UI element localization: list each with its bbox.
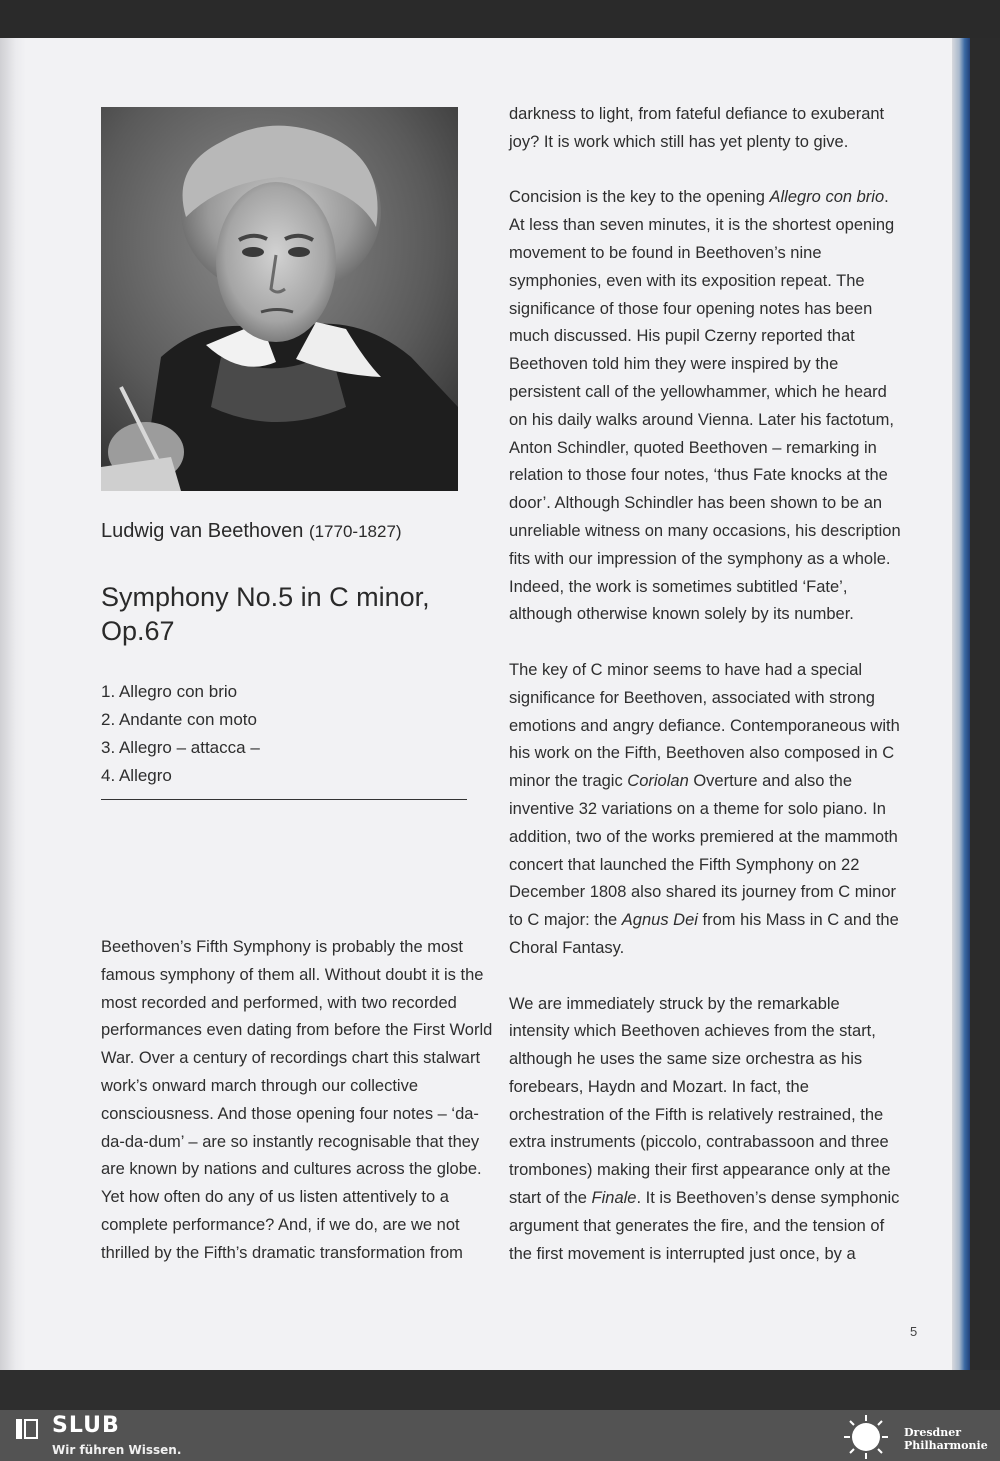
movement-list (101, 678, 260, 790)
slub-name: SLUB (52, 1413, 120, 1438)
movement-item: 3. Allegro – attacca – (101, 738, 260, 757)
movement-item: 4. Allegro (101, 766, 172, 785)
scan-background (0, 0, 1000, 40)
composer-name: Ludwig van Beethoven (101, 520, 304, 542)
paragraph-4-italic: Finale (591, 1189, 637, 1208)
movement-item: 2. Andante con moto (101, 710, 257, 729)
paragraph-3-text: Overture and also the inventive 32 variations on a theme for solo piano. In addition, two of the works premiered at the mammoth concert that launched the Fifth Symphony on 22 December 1808 also shared its journey from C minor to C major: the (509, 772, 898, 930)
movement-item: 1. Allegro con brio (101, 682, 238, 701)
paragraph-2 (509, 184, 901, 629)
philharmonie-line1: Dresdner (904, 1426, 962, 1439)
paragraph-4-text: We are immediately struck by the remarkable intensity which Beethoven achieves from the start, although he uses the same size orchestra as his forebears, Haydn and Mozart. In fact, the orchestration of the Fifth is relatively restrained, the extra instruments (piccolo, contrabassoon and three trombones) making their first appearance only at the start of the (509, 994, 891, 1208)
paragraph-3-text: from his Mass in C and the Choral Fantasy. (509, 911, 899, 957)
page-number: 5 (910, 1324, 918, 1339)
page-gutter (0, 38, 26, 1370)
paragraph-3-text: The key of C minor seems to have had a special significance for Beethoven, associated with strong emotions and angry defiance. Contemporaneous with his work on the Fifth, Beethoven also composed in C minor the tragic (509, 660, 900, 791)
paragraph-3-italic: Coriolan (627, 772, 689, 791)
composer-years: (1770-1827) (308, 522, 402, 541)
philharmonie-name (904, 1426, 988, 1452)
work-title-line2: Op.67 (101, 616, 175, 646)
right-column (509, 101, 901, 1296)
paragraph-2-italic: Allegro con brio (769, 188, 885, 207)
divider (101, 799, 467, 800)
slub-tagline: Wir führen Wissen. (52, 1443, 182, 1457)
paragraph-4 (509, 991, 901, 1269)
philharmonie-logo-icon (842, 1413, 890, 1461)
beethoven-portrait (101, 107, 458, 491)
portrait-illustration (101, 107, 458, 491)
scan-edge (970, 38, 1000, 1370)
composer-caption (101, 520, 402, 543)
paragraph-3-italic: Agnus Dei (621, 911, 698, 930)
paragraph-1: darkness to light, from fateful defiance to exuberant joy? It is work which still has yet plenty to give. (509, 105, 885, 151)
paragraph-4-text: . It is Beethoven’s dense symphonic argument that generates the fire, and the tension of the first movement is interrupted just once, by a (509, 1189, 900, 1263)
paragraph-2-text: Concision is the key to the opening (509, 188, 770, 207)
paragraph-3 (509, 657, 901, 963)
intro-paragraph: Beethoven’s Fifth Symphony is probably the most famous symphony of them all. Without doubt it is the most recorded and performed, with two recorded performances even dating from before the First World War. Over a century of recordings chart this stalwart work’s onward march through our collective consciousness. And those opening four notes – ‘da-da-da-dum’ – are so instantly recognisable that they are known by nations and cultures across the globe. Yet how often do any of us listen attentively to a complete performance? And, if we do, are we not thrilled by the Fifth’s dramatic transformation from (101, 938, 493, 1262)
work-title-line1: Symphony No.5 in C minor, (101, 582, 430, 612)
philharmonie-line2: Philharmonie (904, 1439, 988, 1452)
paragraph-2-text: . At less than seven minutes, it is the shortest opening movement to be found in Beethoven’s nine symphonies, even with its exposition repeat. The significance of those four opening notes has been much discussed. His pupil Czerny reported that Beethoven told him they were inspired by the persistent call of the yellowhammer, which he heard on his daily walks around Vienna. Later his factotum, Anton Schindler, quoted Beethoven – remarking in relation to those four notes, ‘thus Fate knocks at the door’. Although Schindler has been shown to be an unreliable witness on many occasions, his description fits with our impression of the symphony as a whole. Indeed, the work is sometimes subtitled ‘Fate’, although otherwise known solely by its number. (509, 188, 901, 624)
slub-logo-icon (14, 1416, 40, 1442)
page-edge (952, 38, 970, 1370)
work-title (101, 580, 461, 648)
